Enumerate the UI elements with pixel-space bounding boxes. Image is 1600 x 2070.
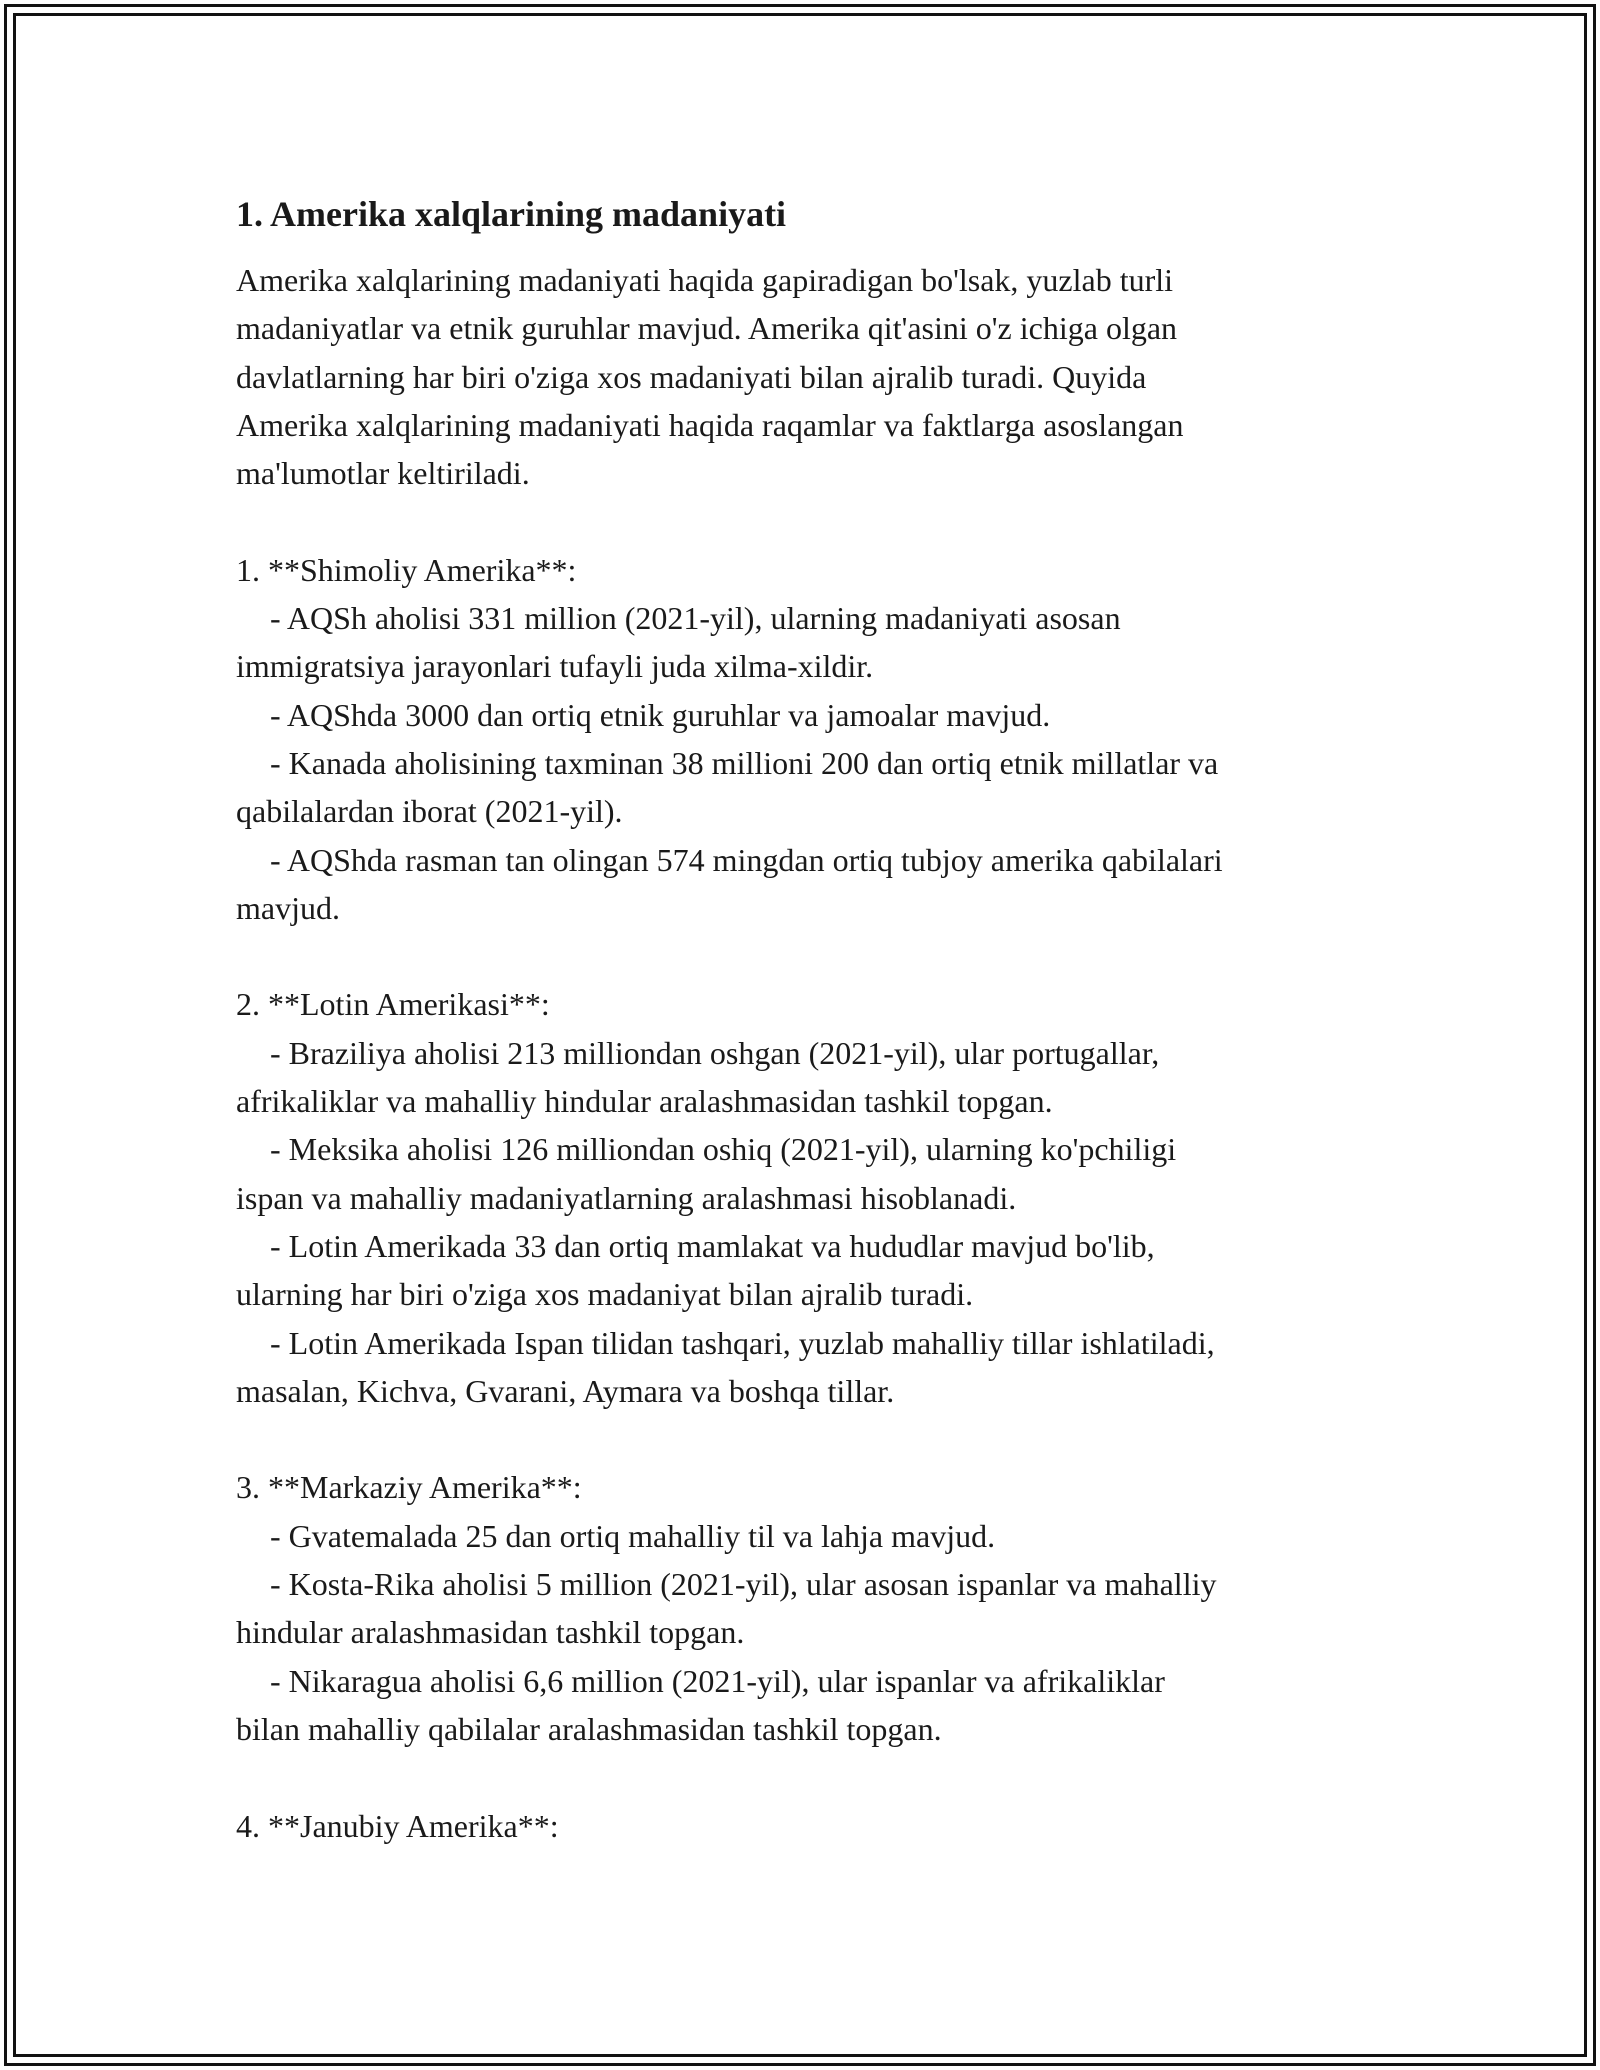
section-heading: 2. **Lotin Amerikasi**: — [236, 986, 550, 1023]
blank-line — [236, 497, 1396, 545]
section-heading: 4. **Janubiy Amerika**: — [236, 1807, 559, 1844]
intro-paragraph — [236, 256, 1396, 497]
list-item-continuation: masalan, Kichva, Gvarani, Aymara va boshqa tillar. — [236, 1372, 895, 1409]
section-heading: 1. **Shimoliy Amerika**: — [236, 551, 577, 588]
list-item: - AQSh aholisi 331 million (2021-yil), ularning madaniyati asosan — [270, 600, 1121, 637]
intro-line: madaniyatlar va etnik guruhlar mavjud. Amerika qit'asini o'z ichiga olgan — [236, 310, 1178, 347]
list-item-continuation: hindular aralashmasidan tashkil topgan. — [236, 1614, 745, 1651]
list-item: - Meksika aholisi 126 milliondan oshiq (2021-yil), ularning ko'pchiligi — [270, 1131, 1177, 1168]
list-item: - AQShda 3000 dan ortiq etnik guruhlar va jamoalar mavjud. — [270, 696, 1051, 733]
list-item: - Braziliya aholisi 213 milliondan oshgan (2021-yil), ular portugallar, — [270, 1034, 1160, 1071]
section-central-america — [236, 1463, 1396, 1753]
list-item: - Nikaragua aholisi 6,6 million (2021-yil), ular ispanlar va afrikaliklar — [270, 1662, 1165, 1699]
list-item-continuation: immigratsiya jarayonlari tufayli juda xilma-xildir. — [236, 648, 874, 685]
list-item: - AQShda rasman tan olingan 574 mingdan ortiq tubjoy amerika qabilalari — [270, 841, 1223, 878]
list-item-continuation: bilan mahalliy qabilalar aralashmasidan tashkil topgan. — [236, 1710, 942, 1747]
intro-line: Amerika xalqlarining madaniyati haqida gapiradigan bo'lsak, yuzlab turli — [236, 262, 1174, 298]
list-item: - Kosta-Rika aholisi 5 million (2021-yil), ular asosan ispanlar va mahalliy — [270, 1566, 1217, 1603]
list-item: - Lotin Amerikada 33 dan ortiq mamlakat va hududlar mavjud bo'lib, — [270, 1227, 1155, 1264]
blank-line — [236, 1415, 1396, 1463]
intro-line: davlatlarning har biri o'ziga xos madaniyati bilan ajralib turadi. Quyida — [236, 358, 1147, 395]
list-item-continuation: qabilalardan iborat (2021-yil). — [236, 793, 623, 830]
intro-line: ma'lumotlar keltiriladi. — [236, 455, 530, 492]
section-north-america — [236, 546, 1396, 932]
list-item: - Lotin Amerikada Ispan tilidan tashqari, yuzlab mahalliy tillar ishlatiladi, — [270, 1324, 1215, 1361]
intro-line: Amerika xalqlarining madaniyati haqida raqamlar va faktlarga asoslangan — [236, 406, 1184, 443]
blank-line — [236, 1753, 1396, 1801]
list-item-continuation: ularning har biri o'ziga xos madaniyat bilan ajralib turadi. — [236, 1276, 974, 1313]
list-item-continuation: mavjud. — [236, 889, 340, 926]
section-heading: 3. **Markaziy Amerika**: — [236, 1469, 582, 1506]
list-item-continuation: afrikaliklar va mahalliy hindular aralashmasidan tashkil topgan. — [236, 1083, 1053, 1120]
section-latin-america — [236, 980, 1396, 1415]
section-south-america — [236, 1802, 1396, 1850]
list-item: - Kanada aholisining taxminan 38 millioni 200 dan ortiq etnik millatlar va — [270, 744, 1219, 781]
document-title: 1. Amerika xalqlarining madaniyati — [236, 194, 787, 234]
blank-line — [236, 932, 1396, 980]
document-body — [236, 186, 1396, 1850]
list-item-continuation: ispan va mahalliy madaniyatlarning aralashmasi hisoblanadi. — [236, 1179, 1017, 1216]
list-item: - Gvatemalada 25 dan ortiq mahalliy til va lahja mavjud. — [270, 1517, 996, 1554]
